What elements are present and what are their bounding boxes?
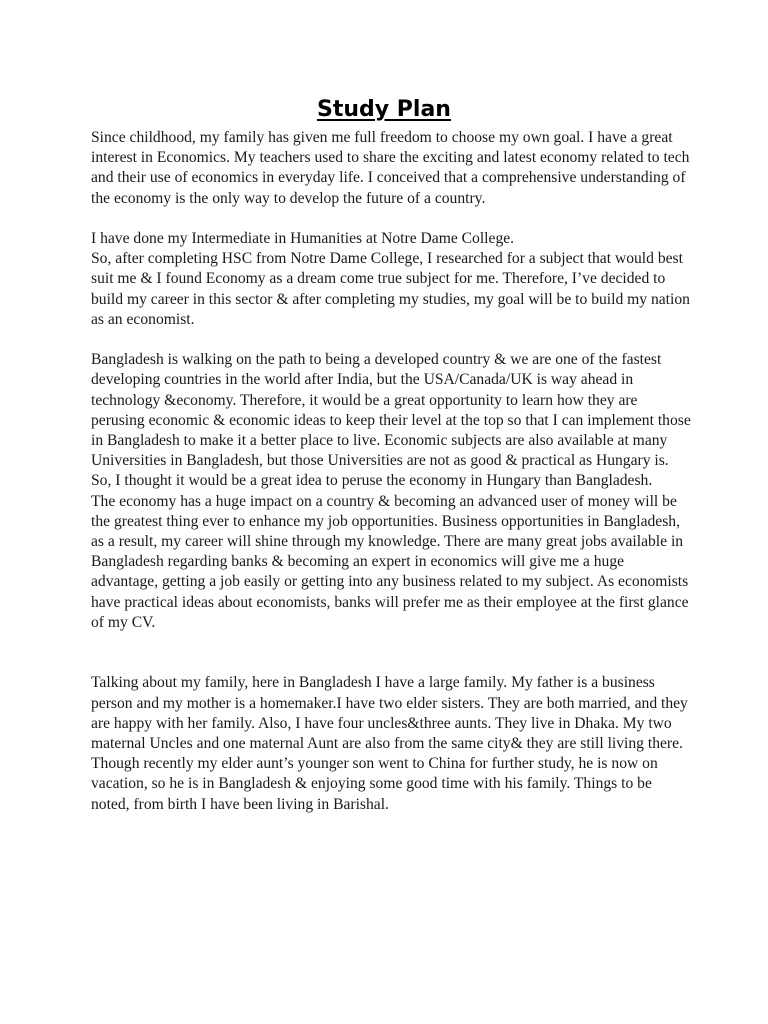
- page-title: Study Plan: [317, 97, 451, 122]
- paragraph-family: Talking about my family, here in Bangladesh I have a large family. My father is a business person and my mother is a homemaker.I have two elder sisters. They are both married, and they are happy with her family. Also, I have four uncles&three aunts. They live in Dhaka. My two maternal Uncles and one maternal Aunt are also from the same city& they are still living there. Though recently my elder aunt’s younger son went to China for further study, he is now on vacation, so he is in Bangladesh & enjoying some good time with his family. Things to be noted, from birth I have been living in Barishal.: [91, 674, 688, 813]
- paragraph-spacer: [91, 633, 691, 673]
- paragraph-childhood-interest: Since childhood, my family has given me full freedom to choose my own goal. I have a great interest in Economics. My teachers used to share the exciting and latest economy related to tech and their use of economics in everyday life. I conceived that a comprehensive understanding of the economy is the only way to develop the future of a country.: [91, 129, 690, 207]
- paragraph-economy-impact: The economy has a huge impact on a country & becoming an advanced user of money will be the greatest thing ever to enhance my job opportunities. Business opportunities in Bangladesh, as a result, my career will shine through my knowledge. There are many great jobs available in Bangladesh regarding banks & becoming an expert in economics will give me a huge advantage, getting a job easily or getting into any business related to my subject. As economists have practical ideas about economists, banks will prefer me as their employee at the first glance of my CV.: [91, 492, 689, 631]
- document-body: [91, 128, 691, 815]
- paragraph-spacer: [91, 330, 691, 350]
- paragraph-intermediate: I have done my Intermediate in Humanities at Notre Dame College.: [91, 230, 515, 247]
- paragraph-spacer: [91, 209, 691, 229]
- paragraph-career-choice: So, after completing HSC from Notre Dame College, I researched for a subject that would best suit me & I found Economy as a dream come true subject for me. Therefore, I’ve decided to build my career in this sector & after completing my studies, my goal will be to build my nation as an economist.: [91, 250, 690, 328]
- paragraph-bangladesh-development: Bangladesh is walking on the path to being a developed country & we are one of the fastest developing countries in the world after India, but the USA/Canada/UK is way ahead in technology &economy. Therefore, it would be a great opportunity to learn how they are perusing economic & economic ideas to keep their level at the top so that I can implement those in Bangladesh to make it a better place to live. Economic subjects are also available at many Universities in Bangladesh, but those Universities are not as good & practical as Hungary is. So, I thought it would be a great idea to peruse the economy in Hungary than Bangladesh.: [91, 351, 691, 490]
